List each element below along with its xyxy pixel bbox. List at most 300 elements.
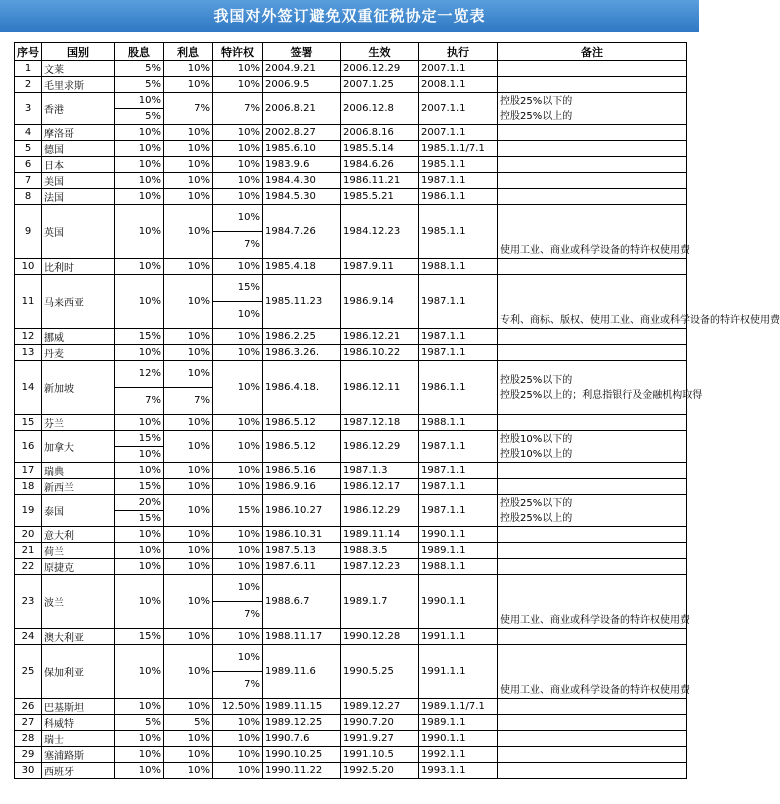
country-name: 英国 [42,205,115,259]
notes-cell [498,361,703,415]
row-number: 26 [15,699,42,715]
signed-date: 1986.2.25 [263,329,341,345]
signed-date: 1990.11.22 [263,763,341,779]
table-row [15,125,687,141]
note-line: 专利、商标、版权、使用工业、商业或科学设备的特许权使用费 [500,315,780,326]
royalty-rate: 10% [213,329,263,345]
signed-date: 1986.10.31 [263,527,341,543]
row-number: 25 [15,645,42,699]
row-number: 11 [15,275,42,329]
country-name: 美国 [42,173,115,189]
table-row [15,361,687,415]
executed-date: 1987.1.1 [419,275,498,329]
header-executed: 执行 [419,43,498,61]
signed-date: 1986.5.16 [263,463,341,479]
dividend-rate: 10% [115,141,164,157]
dividend-rate: 10% [115,125,164,141]
country-name: 德国 [42,141,115,157]
executed-date: 1988.1.1 [419,559,498,575]
effective-date: 1986.12.17 [341,479,419,495]
note-line: 控股10%以上的 [500,448,573,460]
table-row [15,93,687,125]
header-no: 序号 [15,43,42,61]
effective-date: 1986.12.29 [341,431,419,463]
effective-date: 1986.11.21 [341,173,419,189]
effective-date: 1991.9.27 [341,731,419,747]
signed-date: 1990.7.6 [263,731,341,747]
row-number: 19 [15,495,42,527]
royalty-rate: 10% [213,61,263,77]
row-number: 5 [15,141,42,157]
note-line: 控股25%以下的 [500,497,573,509]
dividend-rate-part: 10% [138,95,161,106]
interest-rate: 10% [164,125,213,141]
executed-date: 1988.1.1 [419,259,498,275]
executed-date: 1991.1.1 [419,645,498,699]
notes-cell [498,329,687,345]
row-number: 23 [15,575,42,629]
row-number: 10 [15,259,42,275]
royalty-rate: 10% [213,747,263,763]
table-row [15,157,687,173]
country-name: 巴基斯坦 [42,699,115,715]
effective-date: 1986.12.21 [341,329,419,345]
executed-date: 1985.1.1 [419,157,498,173]
table-body [15,61,780,779]
dividend-rate: 10% [115,645,164,699]
notes-cell [498,61,687,77]
row-number: 4 [15,125,42,141]
header-interest: 利息 [164,43,213,61]
country-name: 新加坡 [42,361,115,415]
interest-rate: 10% [164,527,213,543]
executed-date: 1985.1.1/7.1 [419,141,498,157]
royalty-rate: 10% [213,463,263,479]
row-number: 28 [15,731,42,747]
effective-date: 1987.9.11 [341,259,419,275]
interest-rate: 10% [164,629,213,645]
signed-date: 1989.11.6 [263,645,341,699]
effective-date: 1989.11.14 [341,527,419,543]
interest-rate-part: 10% [187,368,210,379]
dividend-rate: 5% [115,61,164,77]
notes-cell [498,747,687,763]
interest-rate: 10% [164,173,213,189]
interest-rate: 10% [164,431,213,463]
country-name: 西班牙 [42,763,115,779]
effective-date: 1987.12.18 [341,415,419,431]
royalty-rate: 10% [213,527,263,543]
royalty-rate: 10% [213,173,263,189]
royalty-rate: 10% [213,189,263,205]
royalty-rate: 15% [213,495,263,527]
interest-rate: 10% [164,731,213,747]
notes-cell [498,543,687,559]
effective-date: 1986.9.14 [341,275,419,329]
row-number: 21 [15,543,42,559]
row-number: 8 [15,189,42,205]
royalty-rate: 10% [213,415,263,431]
effective-date: 1986.12.29 [341,495,419,527]
effective-date: 1986.12.11 [341,361,419,415]
signed-date: 1986.4.18. [263,361,341,415]
interest-rate: 10% [164,157,213,173]
dividend-rate: 10% [115,189,164,205]
country-name: 摩洛哥 [42,125,115,141]
signed-date: 1984.4.30 [263,173,341,189]
effective-date: 2006.12.29 [341,61,419,77]
interest-rate: 10% [164,259,213,275]
royalty-rate: 10% [213,259,263,275]
interest-rate: 10% [164,141,213,157]
executed-date: 1993.1.1 [419,763,498,779]
dividend-rate-part: 12% [138,368,161,379]
table-row [15,543,687,559]
executed-date: 1986.1.1 [419,189,498,205]
note-line: 使用工业、商业或科学设备的特许权使用费 [500,615,690,626]
row-number: 3 [15,93,42,125]
country-name: 泰国 [42,495,115,527]
effective-date: 1990.7.20 [341,715,419,731]
effective-date: 1986.10.22 [341,345,419,361]
header-effective: 生效 [341,43,419,61]
notes-cell [498,527,687,543]
interest-rate: 10% [164,275,213,329]
table-row [15,61,687,77]
dividend-rate: 10% [115,575,164,629]
table-row [15,189,687,205]
royalty-rate-part: 10% [237,582,260,593]
dividend-rate: 15% [115,479,164,495]
effective-date: 1990.5.25 [341,645,419,699]
dividend-rate [115,361,164,415]
interest-rate: 5% [164,715,213,731]
effective-date: 2006.8.16 [341,125,419,141]
effective-date: 1985.5.14 [341,141,419,157]
notes-cell [498,575,690,629]
notes-cell [498,763,687,779]
table-row [15,275,687,329]
executed-date: 1989.1.1 [419,715,498,731]
note-line: 控股25%以上的；利息指银行及金融机构取得 [500,389,703,401]
royalty-rate [213,645,263,699]
royalty-rate-part: 7% [213,231,262,258]
interest-rate: 10% [164,495,213,527]
table-row [15,763,687,779]
signed-date: 1985.4.18 [263,259,341,275]
notes-cell [498,559,687,575]
signed-date: 1990.10.25 [263,747,341,763]
royalty-rate: 10% [213,479,263,495]
signed-date: 1986.5.12 [263,415,341,431]
signed-date: 1987.5.13 [263,543,341,559]
notes-cell [498,431,687,463]
table-row [15,415,687,431]
signed-date: 2006.8.21 [263,93,341,125]
dividend-rate [115,495,164,527]
country-name: 挪威 [42,329,115,345]
note-line: 使用工业、商业或科学设备的特许权使用费 [500,245,690,256]
table-row [15,559,687,575]
country-name: 荷兰 [42,543,115,559]
dividend-rate [115,93,164,125]
notes-cell [498,173,687,189]
dividend-rate-part: 5% [115,108,163,124]
royalty-rate-part: 7% [213,671,262,698]
dividend-rate: 10% [115,275,164,329]
executed-date: 1990.1.1 [419,731,498,747]
royalty-rate: 10% [213,431,263,463]
row-number: 22 [15,559,42,575]
dividend-rate: 10% [115,543,164,559]
note-line: 使用工业、商业或科学设备的特许权使用费 [500,685,690,696]
signed-date: 1985.11.23 [263,275,341,329]
notes-cell [498,629,687,645]
interest-rate-part: 7% [164,387,212,414]
interest-rate: 10% [164,479,213,495]
dividend-rate: 10% [115,415,164,431]
notes-cell [498,157,687,173]
interest-rate: 10% [164,543,213,559]
country-name: 保加利亚 [42,645,115,699]
executed-date: 1990.1.1 [419,575,498,629]
table-row [15,141,687,157]
royalty-rate: 10% [213,157,263,173]
royalty-rate: 10% [213,543,263,559]
country-name: 意大利 [42,527,115,543]
executed-date: 1987.1.1 [419,479,498,495]
royalty-rate: 10% [213,141,263,157]
notes-cell [498,731,687,747]
table-row [15,463,687,479]
executed-date: 1985.1.1 [419,205,498,259]
royalty-rate [213,275,263,329]
table-row [15,527,687,543]
dividend-rate: 5% [115,715,164,731]
table-row [15,205,687,259]
effective-date: 2007.1.25 [341,77,419,93]
header-notes: 备注 [498,43,687,61]
table-row [15,747,687,763]
executed-date: 1987.1.1 [419,345,498,361]
dividend-rate: 15% [115,329,164,345]
table-row [15,479,687,495]
signed-date: 1987.6.11 [263,559,341,575]
note-line: 控股25%以下的 [500,374,573,386]
dividend-rate-part: 7% [115,387,163,414]
notes-cell [498,495,687,527]
signed-date: 2002.8.27 [263,125,341,141]
table-row [15,77,687,93]
row-number: 7 [15,173,42,189]
country-name: 原捷克 [42,559,115,575]
table-row [15,645,687,699]
signed-date: 1989.11.15 [263,699,341,715]
country-name: 马来西亚 [42,275,115,329]
royalty-rate: 10% [213,559,263,575]
header-royalty: 特许权 [213,43,263,61]
royalty-rate: 10% [213,77,263,93]
royalty-rate-part: 7% [213,601,262,628]
notes-cell [498,125,687,141]
executed-date: 1987.1.1 [419,173,498,189]
country-name: 加拿大 [42,431,115,463]
royalty-rate-part: 10% [237,212,260,223]
row-number: 16 [15,431,42,463]
royalty-rate: 12.50% [213,699,263,715]
dividend-rate [115,431,164,463]
interest-rate: 10% [164,763,213,779]
table-row [15,173,687,189]
dividend-rate-part: 15% [115,510,163,526]
executed-date: 1987.1.1 [419,431,498,463]
interest-rate: 10% [164,77,213,93]
interest-rate: 10% [164,559,213,575]
executed-date: 1987.1.1 [419,463,498,479]
executed-date: 1989.1.1 [419,543,498,559]
executed-date: 1988.1.1 [419,415,498,431]
signed-date: 1986.9.16 [263,479,341,495]
country-name: 毛里求斯 [42,77,115,93]
dividend-rate: 10% [115,463,164,479]
table-row [15,715,687,731]
notes-cell [498,415,687,431]
dividend-rate: 10% [115,205,164,259]
interest-rate: 10% [164,415,213,431]
royalty-rate [213,205,263,259]
country-name: 瑞典 [42,463,115,479]
country-name: 新西兰 [42,479,115,495]
country-name: 芬兰 [42,415,115,431]
row-number: 27 [15,715,42,731]
dividend-rate: 10% [115,763,164,779]
row-number: 20 [15,527,42,543]
effective-date: 1984.12.23 [341,205,419,259]
effective-date: 1988.3.5 [341,543,419,559]
row-number: 2 [15,77,42,93]
country-name: 澳大利亚 [42,629,115,645]
row-number: 1 [15,61,42,77]
header-country: 国别 [42,43,115,61]
dividend-rate: 10% [115,527,164,543]
dividend-rate: 10% [115,731,164,747]
notes-cell [498,93,687,125]
country-name: 瑞士 [42,731,115,747]
royalty-rate [213,575,263,629]
header-dividend: 股息 [115,43,164,61]
royalty-rate-part: 10% [213,301,262,328]
notes-cell [498,259,687,275]
interest-rate: 10% [164,575,213,629]
interest-rate: 10% [164,463,213,479]
dividend-rate: 10% [115,259,164,275]
executed-date: 1989.1.1/7.1 [419,699,498,715]
row-number: 13 [15,345,42,361]
document-title: 我国对外签订避免双重征税协定一览表 [0,0,699,32]
table-row [15,731,687,747]
royalty-rate: 10% [213,361,263,415]
signed-date: 1989.12.25 [263,715,341,731]
table-row [15,495,687,527]
royalty-rate: 10% [213,715,263,731]
royalty-rate-part: 10% [237,652,260,663]
interest-rate: 10% [164,645,213,699]
table-row [15,259,687,275]
notes-cell [498,479,687,495]
country-name: 文莱 [42,61,115,77]
royalty-rate: 10% [213,763,263,779]
signed-date: 1988.6.7 [263,575,341,629]
note-line: 控股25%以上的 [500,512,573,524]
dividend-rate: 15% [115,629,164,645]
effective-date: 1991.10.5 [341,747,419,763]
country-name: 日本 [42,157,115,173]
row-number: 24 [15,629,42,645]
dividend-rate: 10% [115,173,164,189]
effective-date: 1989.12.27 [341,699,419,715]
executed-date: 2008.1.1 [419,77,498,93]
executed-date: 1987.1.1 [419,495,498,527]
interest-rate [164,361,213,415]
dividend-rate-part: 15% [138,433,161,444]
effective-date: 1987.1.3 [341,463,419,479]
table-row [15,699,687,715]
table-row [15,629,687,645]
dividend-rate: 10% [115,699,164,715]
interest-rate: 10% [164,747,213,763]
row-number: 15 [15,415,42,431]
row-number: 30 [15,763,42,779]
dividend-rate-part: 10% [115,446,163,462]
treaty-table [14,42,780,779]
row-number: 18 [15,479,42,495]
note-line: 控股10%以下的 [500,433,573,445]
country-name: 香港 [42,93,115,125]
interest-rate: 10% [164,205,213,259]
signed-date: 1985.6.10 [263,141,341,157]
country-name: 法国 [42,189,115,205]
notes-cell [498,141,687,157]
country-name: 波兰 [42,575,115,629]
country-name: 塞浦路斯 [42,747,115,763]
header-signed: 签署 [263,43,341,61]
notes-cell [498,699,687,715]
notes-cell [498,463,687,479]
table-row [15,345,687,361]
row-number: 9 [15,205,42,259]
royalty-rate: 7% [213,93,263,125]
row-number: 6 [15,157,42,173]
signed-date: 1986.5.12 [263,431,341,463]
table-header-row [15,43,687,61]
notes-cell [498,645,690,699]
executed-date: 2007.1.1 [419,125,498,141]
executed-date: 2007.1.1 [419,93,498,125]
effective-date: 1990.12.28 [341,629,419,645]
executed-date: 1990.1.1 [419,527,498,543]
signed-date: 2004.9.21 [263,61,341,77]
interest-rate: 10% [164,345,213,361]
notes-cell [498,189,687,205]
signed-date: 1984.5.30 [263,189,341,205]
table-row [15,329,687,345]
row-number: 17 [15,463,42,479]
signed-date: 1986.3.26. [263,345,341,361]
dividend-rate: 10% [115,345,164,361]
effective-date: 2006.12.8 [341,93,419,125]
signed-date: 1983.9.6 [263,157,341,173]
dividend-rate: 5% [115,77,164,93]
